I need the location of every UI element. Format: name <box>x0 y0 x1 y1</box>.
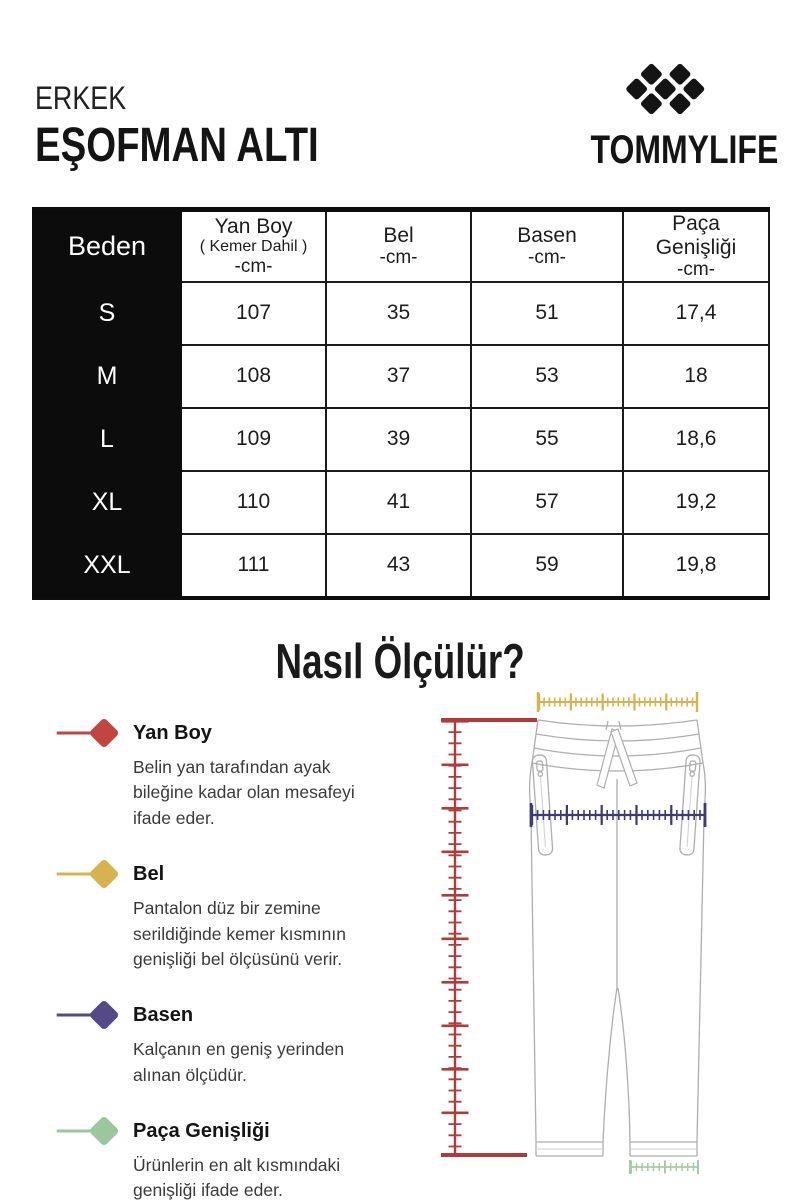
col-header-bel <box>326 210 471 282</box>
cell-value: 41 <box>326 471 471 534</box>
table-row-m <box>33 345 769 408</box>
product-title: EŞOFMAN ALTI <box>35 119 319 172</box>
cell-value: 51 <box>471 282 623 345</box>
cell-value: 18,6 <box>623 408 769 471</box>
cell-value: 109 <box>181 408 326 471</box>
cell-value: 59 <box>471 534 623 598</box>
col-unit: -cm- <box>677 259 715 281</box>
col-unit: -cm- <box>528 247 566 269</box>
legend-item-basen <box>55 996 407 1088</box>
cell-value: 43 <box>326 534 471 598</box>
cell-value: 18 <box>623 345 769 408</box>
cell-value: 19,8 <box>623 534 769 598</box>
legend-description: Kalçanın en geniş yerinden alınan ölçüdür. <box>133 1039 345 1085</box>
corner-header-beden: Beden <box>33 210 181 282</box>
cell-value: 111 <box>181 534 326 598</box>
hem-ruler <box>630 1160 698 1174</box>
size-label: L <box>33 408 181 471</box>
side-length-ruler <box>441 720 537 1155</box>
legend-title: Bel <box>133 862 165 885</box>
product-heading <box>35 80 390 172</box>
legend-title: Paça Genişliği <box>133 1119 270 1142</box>
cell-value: 17,4 <box>623 282 769 345</box>
legend-head <box>55 996 407 1034</box>
legend-head <box>55 714 407 752</box>
table-header-row <box>33 210 769 282</box>
table-row-l <box>33 408 769 471</box>
col-title: Yan Boy <box>214 214 293 238</box>
col-header-basen <box>471 210 623 282</box>
how-to-measure-title: Nasıl Ölçülür? <box>275 635 525 689</box>
measurement-legend <box>55 714 407 1200</box>
legend-title: Basen <box>133 1003 194 1026</box>
tommylife-diamonds-icon <box>592 50 742 128</box>
col-subtitle: ( Kemer Dahil ) <box>199 238 308 256</box>
size-label: S <box>33 282 181 345</box>
pants-measurement-diagram <box>415 675 795 1200</box>
cell-value: 53 <box>471 345 623 408</box>
cell-value: 108 <box>181 345 326 408</box>
table-row-xxl <box>33 534 769 598</box>
right-zip-pocket <box>680 755 701 856</box>
col-unit: -cm- <box>234 256 273 278</box>
col-title: Bel <box>383 223 414 247</box>
brand-name: TOMMYLIFE <box>590 128 779 172</box>
legend-item-yan-boy <box>55 714 407 831</box>
cell-value: 55 <box>471 408 623 471</box>
cell-value: 110 <box>181 471 326 534</box>
cell-value: 35 <box>326 282 471 345</box>
legend-description: Ürünlerin en alt kısmındaki genişliği ifade eder. <box>133 1155 341 1200</box>
legend-head <box>55 1112 407 1150</box>
paca-genisligi-diamond-icon <box>55 1112 121 1150</box>
col-title: Paça Genişliği <box>655 212 737 259</box>
legend-description: Belin yan tarafından ayak bileğine kadar olan mesafeyi ifade eder. <box>133 757 355 828</box>
col-title: Basen <box>517 223 577 247</box>
pants-outline <box>530 720 706 1156</box>
legend-title: Yan Boy <box>133 721 212 744</box>
size-label: XXL <box>33 534 181 598</box>
bel-diamond-icon <box>55 855 121 893</box>
legend-description: Pantalon düz bir zemine serildiğinde kemer kısmının genişliği bel ölçüsünü verir. <box>133 898 346 969</box>
col-unit: -cm- <box>379 247 418 269</box>
legend-item-bel <box>55 855 407 972</box>
col-header-paca-genisligi <box>623 210 769 282</box>
basen-diamond-icon <box>55 996 121 1034</box>
hip-ruler <box>531 803 705 827</box>
size-label: XL <box>33 471 181 534</box>
cell-value: 107 <box>181 282 326 345</box>
waist-ruler <box>538 692 697 712</box>
legend-item-paca-genisligi <box>55 1112 407 1200</box>
size-table <box>32 207 770 600</box>
left-zip-pocket <box>532 755 553 856</box>
yan-boy-diamond-icon <box>55 714 121 752</box>
legend-head <box>55 855 407 893</box>
cell-value: 37 <box>326 345 471 408</box>
cell-value: 39 <box>326 408 471 471</box>
product-category: ERKEK <box>35 80 127 116</box>
table-row-s <box>33 282 769 345</box>
cell-value: 19,2 <box>623 471 769 534</box>
col-header-yan-boy <box>181 210 326 282</box>
size-label: M <box>33 345 181 408</box>
table-row-xl <box>33 471 769 534</box>
brand-logo <box>567 50 779 172</box>
cell-value: 57 <box>471 471 623 534</box>
